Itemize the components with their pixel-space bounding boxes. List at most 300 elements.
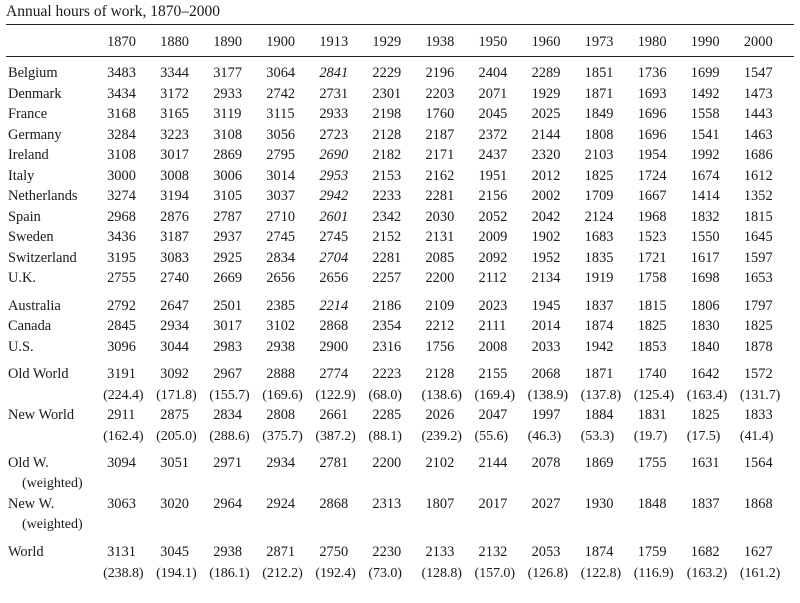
value-cell: 2171 <box>425 147 455 164</box>
value-cell: 1414 <box>690 188 720 205</box>
sd-cell: (55.6) <box>474 427 508 444</box>
value-cell: 3115 <box>266 106 295 123</box>
country-row <box>6 268 794 289</box>
sd-cell <box>581 515 634 536</box>
value-cell: 2888 <box>266 366 296 383</box>
row-label: Switzerland <box>8 249 77 266</box>
row-label: U.S. <box>8 338 34 355</box>
value-cell: 1645 <box>743 229 773 246</box>
sd-cell: (186.1) <box>209 564 250 581</box>
value-cell: 2320 <box>531 147 561 164</box>
value-cell: 3223 <box>160 126 189 143</box>
country-row <box>6 145 794 166</box>
value-cell: 1968 <box>637 208 667 225</box>
sd-cell <box>740 474 794 495</box>
value-cell: 2934 <box>160 318 189 335</box>
aggregate-row <box>6 405 794 426</box>
value-cell: 1492 <box>690 85 720 102</box>
value-cell: 2071 <box>478 85 508 102</box>
value-cell: 2214 <box>319 297 349 314</box>
value-cell: 2938 <box>266 338 296 355</box>
value-cell: 2053 <box>531 544 561 561</box>
value-cell: 2953 <box>319 167 349 184</box>
value-cell: 2014 <box>531 318 561 335</box>
value-cell: 1709 <box>584 188 614 205</box>
value-cell: 2875 <box>160 407 189 424</box>
year-header: 1938 <box>425 34 455 50</box>
value-cell: 2155 <box>478 366 508 383</box>
sd-row <box>6 385 794 406</box>
country-row <box>6 57 794 84</box>
value-cell: 3172 <box>160 85 189 102</box>
value-cell: 1869 <box>584 455 614 472</box>
value-cell: 1696 <box>637 126 667 143</box>
value-cell: 3083 <box>160 249 189 266</box>
value-cell: 2301 <box>372 85 402 102</box>
sd-cell: (163.2) <box>686 564 728 581</box>
value-cell: 1696 <box>637 106 667 123</box>
sd-cell: (238.8) <box>103 564 144 581</box>
value-cell: 2983 <box>213 338 243 355</box>
value-cell: 1992 <box>690 147 720 164</box>
value-cell: 2787 <box>213 208 243 225</box>
sd-cell <box>315 474 368 495</box>
value-cell: 3119 <box>213 106 242 123</box>
value-cell: 2750 <box>319 544 349 561</box>
country-row <box>6 166 794 187</box>
value-cell: 2964 <box>213 496 243 513</box>
value-cell: 1808 <box>584 126 614 143</box>
aggregate-row <box>6 542 794 563</box>
sd-cell: (205.0) <box>156 427 197 444</box>
spacer-row <box>6 289 794 296</box>
value-cell: 3020 <box>160 496 189 513</box>
value-cell: 2023 <box>478 297 508 314</box>
value-cell: 3096 <box>107 338 136 355</box>
sd-cell <box>528 515 581 536</box>
value-cell: 2223 <box>372 366 402 383</box>
sd-cell: (88.1) <box>368 427 402 444</box>
value-cell: 1874 <box>584 318 614 335</box>
value-cell: 1724 <box>637 167 667 184</box>
value-cell: 2068 <box>531 366 561 383</box>
value-cell: 2144 <box>478 455 508 472</box>
value-cell: 2196 <box>425 65 455 82</box>
value-cell: 3165 <box>160 106 189 123</box>
value-cell: 2102 <box>425 455 455 472</box>
value-cell: 1830 <box>690 318 720 335</box>
value-cell: 1597 <box>743 249 773 266</box>
value-cell: 2911 <box>107 407 136 424</box>
spacer-row <box>6 535 794 542</box>
value-cell: 2281 <box>425 188 455 205</box>
value-cell: 1682 <box>690 544 720 561</box>
spacer-cell <box>6 289 794 296</box>
value-cell: 2669 <box>213 270 243 287</box>
value-cell: 1667 <box>637 188 667 205</box>
sd-cell: (375.7) <box>262 427 303 444</box>
header-row <box>6 25 794 57</box>
row-label: Spain <box>8 208 41 225</box>
value-cell: 3102 <box>266 318 296 335</box>
value-cell: 1952 <box>531 249 561 266</box>
value-cell: 2033 <box>531 338 561 355</box>
value-cell: 3014 <box>266 167 296 184</box>
value-cell: 1954 <box>637 147 667 164</box>
sd-cell: (137.8) <box>580 386 622 403</box>
sd-cell: (162.4) <box>103 427 144 444</box>
value-cell: 2704 <box>319 249 349 266</box>
value-cell: 2834 <box>266 249 296 266</box>
value-cell: 1755 <box>637 455 667 472</box>
value-cell: 3108 <box>107 147 136 164</box>
value-cell: 1835 <box>584 249 614 266</box>
sd-cell <box>368 474 421 495</box>
value-cell: 2868 <box>319 318 349 335</box>
value-cell: 2437 <box>478 147 508 164</box>
value-cell: 1837 <box>690 496 720 513</box>
value-cell: 1831 <box>637 407 667 424</box>
value-cell: 2230 <box>372 544 402 561</box>
row-label: Old World <box>8 366 69 383</box>
value-cell: 3105 <box>213 188 243 205</box>
value-cell: 1631 <box>690 455 720 472</box>
value-cell: 2085 <box>425 249 455 266</box>
aggregate-row <box>6 494 794 515</box>
value-cell: 1683 <box>584 229 614 246</box>
sd-cell: (73.0) <box>368 564 402 581</box>
row-label: Germany <box>8 126 62 143</box>
sd-cell <box>103 474 156 495</box>
year-header: 1880 <box>160 34 189 50</box>
value-cell: 2132 <box>478 544 508 561</box>
sd-cell: (122.8) <box>580 564 622 581</box>
value-cell: 1473 <box>743 85 773 102</box>
value-cell: 1833 <box>743 407 773 424</box>
row-label: World <box>8 544 44 561</box>
value-cell: 2009 <box>478 229 508 246</box>
value-cell: 1919 <box>584 270 614 287</box>
spacer-row <box>6 446 794 453</box>
value-cell: 1848 <box>637 496 667 513</box>
sd-cell: (157.0) <box>474 564 515 581</box>
value-cell: 1759 <box>637 544 667 561</box>
sd-cell <box>156 474 209 495</box>
country-row <box>6 104 794 125</box>
value-cell: 3051 <box>160 455 189 472</box>
value-cell: 1853 <box>637 338 667 355</box>
value-cell: 1930 <box>584 496 614 513</box>
value-cell: 2012 <box>531 167 561 184</box>
value-cell: 2933 <box>319 106 349 123</box>
value-cell: 3037 <box>266 188 296 205</box>
value-cell: 2871 <box>266 544 296 561</box>
value-cell: 1572 <box>743 366 773 383</box>
value-cell: 1849 <box>584 106 614 123</box>
value-cell: 2656 <box>319 270 349 287</box>
value-cell: 2647 <box>160 297 189 314</box>
value-cell: 1736 <box>637 65 667 82</box>
value-cell: 1832 <box>690 208 720 225</box>
row-label: Sweden <box>8 229 54 246</box>
value-cell: 1807 <box>425 496 455 513</box>
value-cell: 1740 <box>637 366 667 383</box>
spacer-cell <box>6 446 794 453</box>
value-cell: 1352 <box>743 188 773 205</box>
value-cell: 2229 <box>372 65 402 82</box>
row-sublabel: (weighted) <box>22 475 83 491</box>
value-cell: 2601 <box>319 208 349 225</box>
value-cell: 2103 <box>584 147 614 164</box>
sd-cell <box>262 515 315 536</box>
value-cell: 1871 <box>584 366 614 383</box>
value-cell: 1674 <box>690 167 720 184</box>
sd-cell: (169.4) <box>474 386 515 403</box>
aggregate-row <box>6 453 794 474</box>
value-cell: 1541 <box>690 126 720 143</box>
year-header: 1960 <box>531 34 561 50</box>
value-cell: 1443 <box>743 106 773 123</box>
value-cell: 1868 <box>743 496 773 513</box>
value-cell: 1564 <box>743 455 773 472</box>
value-cell: 1760 <box>425 106 455 123</box>
value-cell: 1884 <box>584 407 614 424</box>
value-cell: 1871 <box>584 85 614 102</box>
value-cell: 2938 <box>213 544 243 561</box>
row-label: Canada <box>8 318 52 335</box>
year-header: 2000 <box>743 34 773 50</box>
row-label: Belgium <box>8 65 58 82</box>
value-cell: 3483 <box>107 65 136 82</box>
sd-cell <box>634 474 687 495</box>
row-sublabel <box>6 563 103 584</box>
value-cell: 2257 <box>372 270 402 287</box>
value-cell: 2731 <box>319 85 349 102</box>
value-cell: 2792 <box>107 297 136 314</box>
value-cell: 3064 <box>266 65 296 82</box>
value-cell: 1951 <box>478 167 508 184</box>
value-cell: 3008 <box>160 167 189 184</box>
value-cell: 1558 <box>690 106 720 123</box>
value-cell: 1874 <box>584 544 614 561</box>
value-cell: 2354 <box>372 318 402 335</box>
country-row <box>6 337 794 358</box>
value-cell: 2112 <box>478 270 507 287</box>
value-cell: 1815 <box>637 297 667 314</box>
value-cell: 2144 <box>531 126 561 143</box>
value-cell: 2025 <box>531 106 561 123</box>
year-header: 1990 <box>690 34 720 50</box>
value-cell: 2781 <box>319 455 349 472</box>
value-cell: 1550 <box>690 229 720 246</box>
sd-cell: (387.2) <box>315 427 356 444</box>
value-cell: 1929 <box>531 85 561 102</box>
sd-cell: (116.9) <box>633 564 674 581</box>
value-cell: 1617 <box>690 249 720 266</box>
sd-cell: (161.2) <box>739 564 781 581</box>
value-cell: 3108 <box>213 126 243 143</box>
value-cell: 2774 <box>319 366 349 383</box>
value-cell: 2742 <box>266 85 296 102</box>
sublabel-row <box>6 515 794 536</box>
header-corner <box>6 25 103 57</box>
value-cell: 1523 <box>637 229 667 246</box>
sd-cell: (163.4) <box>686 386 728 403</box>
sd-cell: (239.2) <box>421 427 462 444</box>
value-cell: 2133 <box>425 544 455 561</box>
year-header: 1980 <box>637 34 667 50</box>
sd-cell: (169.6) <box>262 386 303 403</box>
sd-cell: (194.1) <box>156 564 197 581</box>
sd-cell <box>740 515 794 536</box>
value-cell: 2203 <box>425 85 455 102</box>
value-cell: 2937 <box>213 229 243 246</box>
sublabel-row <box>6 474 794 495</box>
sd-cell <box>528 474 581 495</box>
value-cell: 2182 <box>372 147 402 164</box>
country-row <box>6 316 794 337</box>
year-header: 1973 <box>584 34 614 50</box>
sd-row <box>6 563 794 584</box>
value-cell: 2187 <box>425 126 455 143</box>
value-cell: 1463 <box>743 126 773 143</box>
row-sublabel: (weighted) <box>22 516 83 532</box>
year-header: 1913 <box>319 34 349 50</box>
country-row <box>6 296 794 317</box>
value-cell: 2200 <box>425 270 455 287</box>
sd-cell: (126.8) <box>527 564 569 581</box>
value-cell: 1721 <box>637 249 667 266</box>
value-cell: 2289 <box>531 65 561 82</box>
value-cell: 1825 <box>690 407 720 424</box>
value-cell: 2285 <box>372 407 402 424</box>
value-cell: 2124 <box>584 208 614 225</box>
value-cell: 1837 <box>584 297 614 314</box>
value-cell: 1851 <box>584 65 614 82</box>
value-cell: 3191 <box>107 366 136 383</box>
value-cell: 1878 <box>743 338 773 355</box>
value-cell: 2281 <box>372 249 402 266</box>
value-cell: 3195 <box>107 249 136 266</box>
row-label: Ireland <box>8 147 49 164</box>
country-row <box>6 84 794 105</box>
value-cell: 2834 <box>213 407 243 424</box>
spacer-cell <box>6 357 794 364</box>
value-cell: 2212 <box>425 318 455 335</box>
sd-cell <box>315 515 368 536</box>
country-row <box>6 186 794 207</box>
value-cell: 1693 <box>637 85 667 102</box>
value-cell: 2342 <box>372 208 402 225</box>
value-cell: 1902 <box>531 229 561 246</box>
value-cell: 2134 <box>531 270 561 287</box>
value-cell: 2845 <box>107 318 136 335</box>
value-cell: 1653 <box>743 270 773 287</box>
row-sublabel <box>6 426 103 447</box>
row-label: Old W. <box>8 455 49 472</box>
value-cell: 2316 <box>372 338 402 355</box>
value-cell: 2745 <box>319 229 349 246</box>
sd-cell <box>262 474 315 495</box>
sd-cell: (138.9) <box>527 386 569 403</box>
value-cell: 2968 <box>107 208 136 225</box>
value-cell: 1806 <box>690 297 720 314</box>
value-cell: 2026 <box>425 407 455 424</box>
spacer-row <box>6 357 794 364</box>
sd-cell: (171.8) <box>156 386 197 403</box>
sd-cell: (288.6) <box>209 427 250 444</box>
value-cell: 1825 <box>743 318 773 335</box>
sd-cell: (68.0) <box>368 386 402 403</box>
value-cell: 1627 <box>743 544 773 561</box>
value-cell: 2942 <box>319 188 349 205</box>
value-cell: 2404 <box>478 65 508 82</box>
value-cell: 2690 <box>319 147 349 164</box>
value-cell: 1840 <box>690 338 720 355</box>
value-cell: 1942 <box>584 338 614 355</box>
value-cell: 2111 <box>478 318 507 335</box>
sd-cell: (17.5) <box>686 427 721 444</box>
year-header: 1870 <box>107 34 136 50</box>
sd-cell <box>475 474 528 495</box>
value-cell: 1797 <box>743 297 773 314</box>
value-cell: 1547 <box>743 65 773 82</box>
sd-cell <box>475 515 528 536</box>
row-label: Italy <box>8 167 35 184</box>
sd-cell <box>209 474 262 495</box>
value-cell: 2385 <box>266 297 296 314</box>
value-cell: 2868 <box>319 496 349 513</box>
value-cell: 1686 <box>743 147 773 164</box>
value-cell: 3044 <box>160 338 189 355</box>
value-cell: 2153 <box>372 167 402 184</box>
sd-cell: (53.3) <box>580 427 615 444</box>
value-cell: 2925 <box>213 249 243 266</box>
value-cell: 2841 <box>319 65 349 82</box>
country-row <box>6 207 794 228</box>
value-cell: 1997 <box>531 407 561 424</box>
sd-cell: (138.6) <box>421 386 462 403</box>
value-cell: 1642 <box>690 366 720 383</box>
value-cell: 2661 <box>319 407 349 424</box>
value-cell: 3187 <box>160 229 189 246</box>
sd-cell <box>634 515 687 536</box>
value-cell: 2052 <box>478 208 508 225</box>
value-cell: 3344 <box>160 65 189 82</box>
sd-cell: (192.4) <box>315 564 356 581</box>
value-cell: 2078 <box>531 455 561 472</box>
value-cell: 2047 <box>478 407 508 424</box>
value-cell: 2740 <box>160 270 189 287</box>
hours-table <box>6 25 794 583</box>
value-cell: 2186 <box>372 297 402 314</box>
sd-cell <box>687 515 740 536</box>
sd-cell: (224.4) <box>103 386 144 403</box>
value-cell: 2795 <box>266 147 296 164</box>
sd-cell <box>581 474 634 495</box>
sd-cell: (131.7) <box>739 386 781 403</box>
value-cell: 2008 <box>478 338 508 355</box>
value-cell: 3194 <box>160 188 189 205</box>
value-cell: 1815 <box>743 208 773 225</box>
year-header: 1950 <box>478 34 508 50</box>
value-cell: 3017 <box>213 318 243 335</box>
value-cell: 2876 <box>160 208 189 225</box>
value-cell: 2710 <box>266 208 296 225</box>
value-cell: 3168 <box>107 106 136 123</box>
value-cell: 3056 <box>266 126 296 143</box>
value-cell: 3017 <box>160 147 189 164</box>
